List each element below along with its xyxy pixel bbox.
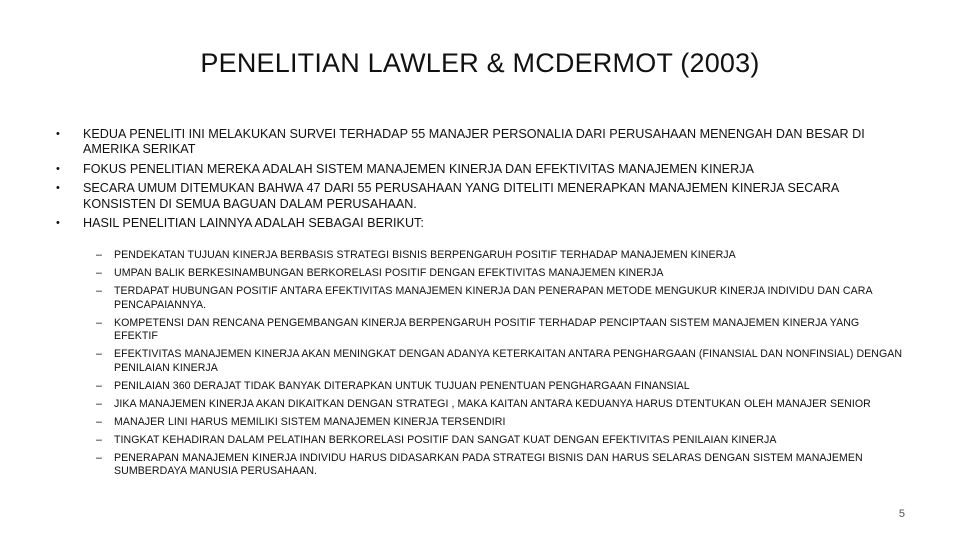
sub-bullet-list bbox=[96, 249, 906, 483]
sub-bullet-item bbox=[96, 398, 906, 412]
dash-marker: – bbox=[96, 266, 102, 279]
sub-bullet-item bbox=[96, 267, 906, 281]
bullet-marker: • bbox=[56, 182, 60, 195]
sub-bullet-item bbox=[96, 452, 906, 479]
bullet-text: SECARA UMUM DITEMUKAN BAHWA 47 DARI 55 PERUSAHAAN YANG DITELITI MENERAPKAN MANAJEMEN KINERJA SECARA KONSISTEN DI SEMUA BAGUAN DALAM PERUSAHAAN. bbox=[83, 181, 839, 211]
bullet-text: FOKUS PENELITIAN MEREKA ADALAH SISTEM MANAJEMEN KINERJA DAN EFEKTIVITAS MANAJEMEN KINERJA bbox=[83, 161, 754, 176]
sub-bullet-text: PENDEKATAN TUJUAN KINERJA BERBASIS STRATEGI BISNIS BERPENGARUH POSITIF TERHADAP MANAJEMEN KINERJA bbox=[114, 249, 736, 261]
bullet-item bbox=[56, 127, 906, 158]
dash-marker: – bbox=[96, 379, 102, 392]
sub-bullet-text: TERDAPAT HUBUNGAN POSITIF ANTARA EFEKTIVITAS MANAJEMEN KINERJA DAN PENERAPAN METODE MENGUKUR KINERJA INDIVIDU DAN CARA PENCAPAIANNYA. bbox=[114, 284, 872, 311]
dash-marker: – bbox=[96, 415, 102, 428]
sub-bullet-text: MANAJER LINI HARUS MEMILIKI SISTEM MANAJEMEN KINERJA TERSENDIRI bbox=[114, 415, 506, 428]
bullet-marker: • bbox=[56, 128, 60, 140]
bullet-marker: • bbox=[56, 217, 60, 230]
sub-bullet-text: UMPAN BALIK BERKESINAMBUNGAN BERKORELASI POSITIF DENGAN EFEKTIVITAS MANAJEMEN KINERJA bbox=[114, 266, 664, 279]
sub-bullet-text: PENILAIAN 360 DERAJAT TIDAK BANYAK DITERAPKAN UNTUK TUJUAN PENENTUAN PENGHARGAAN FINANSIAL bbox=[114, 379, 690, 392]
bullet-text: KEDUA PENELITI INI MELAKUKAN SURVEI TERHADAP 55 MANAJER PERSONALIA DARI PERUSAHAAN MENENGAH DAN BESAR DI AMERIKA SERIKAT bbox=[83, 127, 865, 157]
dash-marker: – bbox=[96, 284, 102, 297]
bullet-item bbox=[56, 216, 906, 231]
dash-marker: – bbox=[96, 397, 102, 410]
page-number: 5 bbox=[898, 508, 905, 520]
dash-marker: – bbox=[96, 451, 102, 464]
dash-marker: – bbox=[96, 249, 102, 261]
sub-bullet-item bbox=[96, 348, 906, 375]
sub-bullet-text: PENERAPAN MANAJEMEN KINERJA INDIVIDU HARUS DIDASARKAN PADA STRATEGI BISNIS DAN HARUS SELARAS DENGAN SISTEM MANAJEMEN SUMBERDAYA MANUSIA PERUSAHAAN. bbox=[114, 451, 863, 478]
sub-bullet-item bbox=[96, 416, 906, 430]
sub-bullet-text: KOMPETENSI DAN RENCANA PENGEMBANGAN KINERJA BERPENGARUH POSITIF TERHADAP PENCIPTAAN SISTEM MANAJEMEN KINERJA YANG EFEKTIF bbox=[114, 316, 860, 343]
sub-bullet-text: EFEKTIVITAS MANAJEMEN KINERJA AKAN MENINGKAT DENGAN ADANYA KETERKAITAN ANTARA PENGHARGAAN (FINANSIAL DAN NONFINSIAL) DENGAN PENILAIAN KINERJA bbox=[114, 348, 903, 374]
dash-marker: – bbox=[96, 433, 102, 446]
dash-marker: – bbox=[96, 316, 102, 329]
main-bullet-list bbox=[56, 127, 906, 235]
bullet-item bbox=[56, 181, 906, 212]
sub-bullet-item bbox=[96, 285, 906, 312]
sub-bullet-text: TINGKAT KEHADIRAN DALAM PELATIHAN BERKORELASI POSITIF DAN SANGAT KUAT DENGAN EFEKTIVITAS PENILAIAN KINERJA bbox=[114, 433, 777, 446]
bullet-item bbox=[56, 162, 906, 177]
slide-title: PENELITIAN LAWLER & MCDERMOT (2003) bbox=[200, 48, 760, 78]
sub-bullet-item bbox=[96, 380, 906, 394]
sub-bullet-item bbox=[96, 434, 906, 448]
sub-bullet-text: JIKA MANAJEMEN KINERJA AKAN DIKAITKAN DENGAN STRATEGI , MAKA KAITAN ANTARA KEDUANYA HARUS DTENTUKAN OLEH MANAJER SENIOR bbox=[114, 397, 871, 410]
dash-marker: – bbox=[96, 348, 102, 361]
sub-bullet-item bbox=[96, 317, 906, 344]
sub-bullet-item bbox=[96, 249, 906, 263]
bullet-marker: • bbox=[56, 162, 60, 175]
bullet-text: HASIL PENELITIAN LAINNYA ADALAH SEBAGAI BERIKUT: bbox=[83, 216, 424, 231]
